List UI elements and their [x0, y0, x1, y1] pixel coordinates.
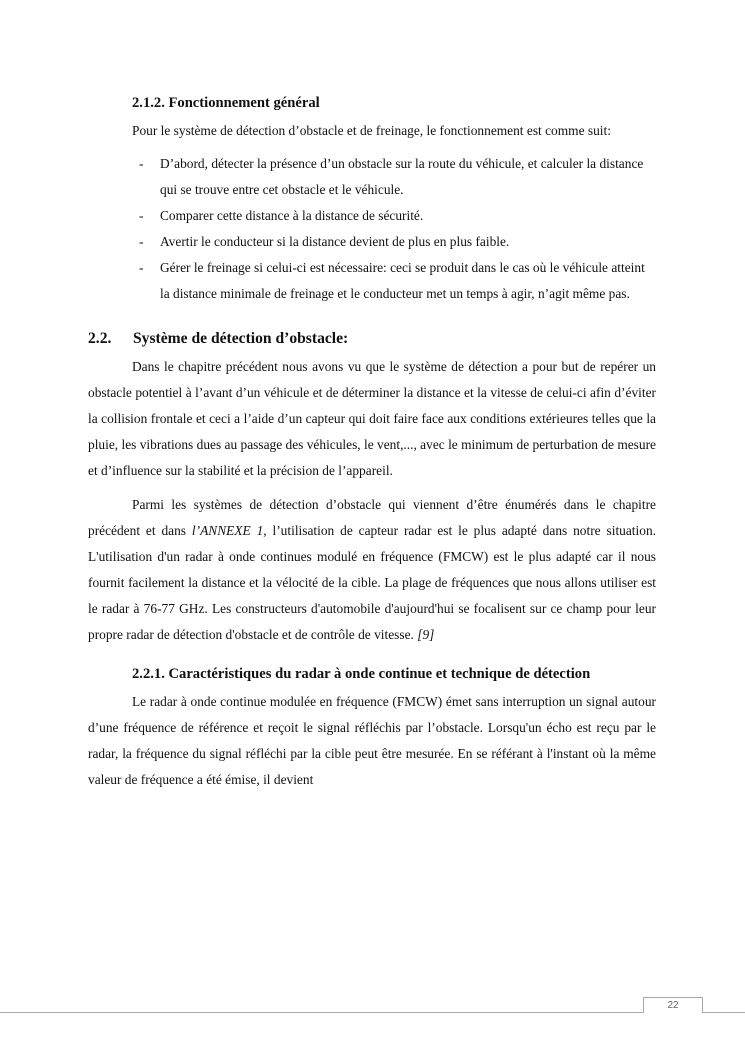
list-item: - Avertir le conducteur si la distance devient de plus en plus faible.: [88, 229, 656, 255]
annex-reference: l’ANNEXE 1: [191, 523, 264, 538]
list-item: - Comparer cette distance à la distance de sécurité.: [88, 203, 656, 229]
heading-2-2: [88, 324, 656, 354]
paragraph-radar-choice: Parmi les systèmes de détection d’obstacle qui viennent d’être énumérés dans le chapitre précédent et dans l’ANNEXE 1, l’utilisation de capteur radar est le plus adapté dans notre situation. L'utilisation d'un radar à onde continues modulé en fréquence (FMCW) est le plus adapté car il nous fournit facilement la distance et la vélocité de la cible. La plage de fréquences que nous allons utiliser est le radar à 76-77 GHz. Les constructeurs d'automobile d'aujourd'hui se focalisent sur ce champ pour leur propre radar de détection d'obstacle et de contrôle de vitesse. [9]: [88, 497, 656, 642]
dash-bullet-icon: -: [139, 208, 144, 223]
heading-2-1-2: 2.1.2. Fonctionnement général: [132, 95, 320, 111]
dash-bullet-icon: -: [139, 234, 144, 249]
dash-bullet-icon: -: [139, 156, 144, 171]
page-number: 22: [643, 997, 703, 1013]
section-title: Système de détection d’obstacle:: [133, 330, 349, 347]
heading-2-2-1: 2.2.1. Caractéristiques du radar à onde continue et technique de détection: [132, 666, 591, 682]
intro-paragraph: Pour le système de détection d’obstacle et de freinage, le fonctionnement est comme suit:: [132, 123, 611, 138]
paragraph-detection: Dans le chapitre précédent nous avons vu que le système de détection a pour but de repérer un obstacle potentiel à l’avant d’un véhicule et de déterminer la distance et la vitesse de celui-ci afin d’éviter la collision frontale et ceci a l’aide d’un capteur qui doit faire face aux conditions extérieures telles que la pluie, les vibrations dues au passage des véhicules, le vent,..., avec le minimum de perturbation de mesure et d’influence sur la stabilité et la précision de l’appareil.: [88, 359, 656, 478]
steps-list: [88, 151, 656, 307]
page-content: [88, 84, 656, 793]
section-number: 2.2.: [88, 330, 112, 347]
list-item: - D’abord, détecter la présence d’un obstacle sur la route du véhicule, et calculer la distance qui se trouve entre cet obstacle et le véhicule.: [88, 151, 656, 203]
footer-rule: [0, 1012, 745, 1013]
paragraph-fmcw: Le radar à onde continue modulée en fréquence (FMCW) émet sans interruption un signal autour d’une fréquence de référence et reçoit le signal réfléchis par l’obstacle. Lorsqu'un écho est reçu par le radar, la fréquence du signal réfléchi par la cible peut être mesurée. En se référant à l'instant où la même valeur de fréquence a été émise, il devient: [88, 694, 656, 787]
citation: [9]: [417, 627, 435, 642]
list-item: - Gérer le freinage si celui-ci est nécessaire: ceci se produit dans le cas où le véhicule atteint la distance minimale de freinage et le conducteur met un temps à agir, n’agit même pas.: [88, 255, 656, 307]
dash-bullet-icon: -: [139, 260, 144, 275]
